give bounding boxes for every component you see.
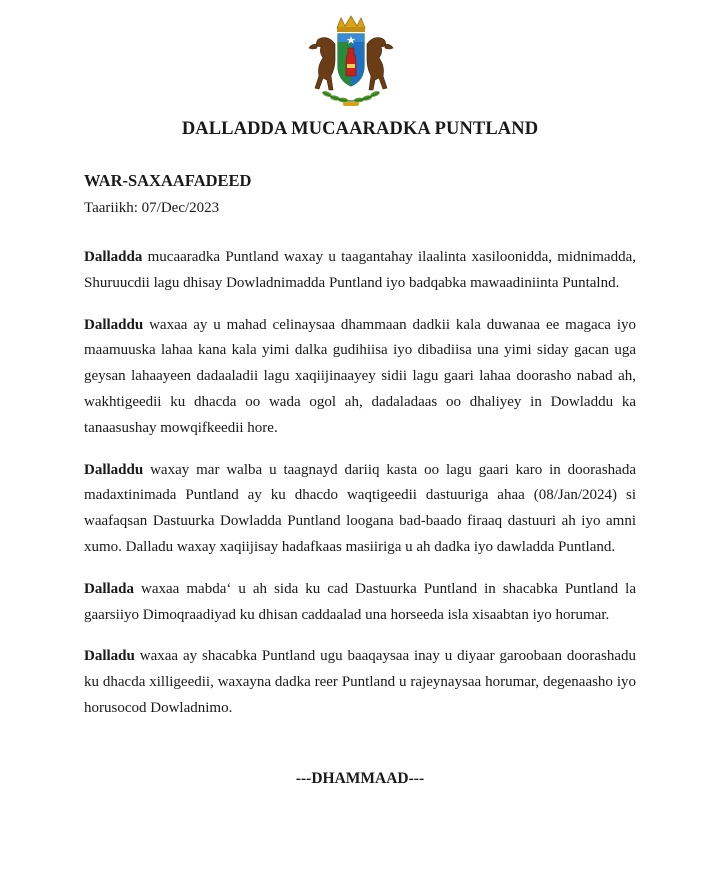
paragraph (84, 644, 636, 721)
paragraph (84, 577, 636, 629)
wreath-icon (321, 90, 380, 106)
paragraph-text: waxaa mabda‘ u ah sida ku cad Dastuurka Puntland in shacabka Puntland la gaarsiiyo Dimoqraadiyad ku dhisan caddaalad una horseeda isla xisaabtan iyo horumar. (84, 580, 636, 623)
shield-icon (338, 34, 364, 86)
paragraph (84, 313, 636, 442)
end-marker: ---DHAMMAAD--- (295, 770, 425, 787)
crown-icon (337, 16, 365, 32)
paragraph (84, 245, 636, 297)
paragraph-lead: Dalladdu (84, 461, 144, 478)
document-type-heading: WAR-SAXAAFADEED (84, 171, 252, 190)
paragraph-text: waxay mar walba u taagnayd dariiq kasta oo lagu gaari karo in doorashada madaxtinimada Puntland ay ku dhacdo waqtigeedii dastuuriga ahaa (08/Jan/2024) si waafaqsan Dastuurka Dowladda Puntland loogana bad-baado firaaq dastuuri ah iyo amni xumo. Dalladu waxay xaqiijisay hadafkaas masiiriga u ah dadka iyo dawladda Puntland. (84, 461, 636, 555)
organization-title: DALLADDA MUCAARADKA PUNTLAND (181, 119, 539, 139)
paragraph (84, 458, 636, 561)
press-release-body (84, 245, 636, 738)
right-horse-icon (367, 38, 393, 90)
paragraph-lead: Dalladdu (84, 316, 144, 333)
paragraph-lead: Dalladu (84, 648, 135, 665)
paragraph-lead: Dalladda (84, 249, 143, 265)
document-date: Taariikh: 07/Dec/2023 (84, 200, 220, 216)
paragraph-text: mucaaradka Puntland waxay u taagantahay ilaalinta xasiloonidda, midnimadda, Shuruucdii lagu dhisay Dowladnimadda Puntland iyo badqabka mawaadiniinta Puntalnd. (84, 249, 636, 291)
left-horse-icon (309, 38, 335, 90)
paragraph-text: waxaa ay shacabka Puntland ugu baaqaysaa inay u diyaar garoobaan doorashadu ku dhacda xilligeedii, waxayna dadka reer Puntland u rajeynaysaa horumar, degenaasho iyo horusocod Dowladnimo. (84, 648, 636, 716)
paragraph-lead: Dallada (84, 580, 135, 597)
puntland-coat-of-arms-icon (295, 14, 407, 110)
paragraph-text: waxaa ay u mahad celinaysaa dhammaan dadkii kala duwanaa ee magaca iyo maamuuska lahaa kana kala yimi dalka gudihiisa iyo dibadiisa una yimi siday gacan uga geysan lahaayeen dadaaladii lagu xaqiijinaayey sidii lagu gaari lahaa doorasho nabad ah, wakhtigeedii ku dhacda oo wada ogol ah, dadaladaas oo dhaliyey in Dowladdu ka tanaasushay mowqifkeedii hore. (84, 316, 636, 436)
